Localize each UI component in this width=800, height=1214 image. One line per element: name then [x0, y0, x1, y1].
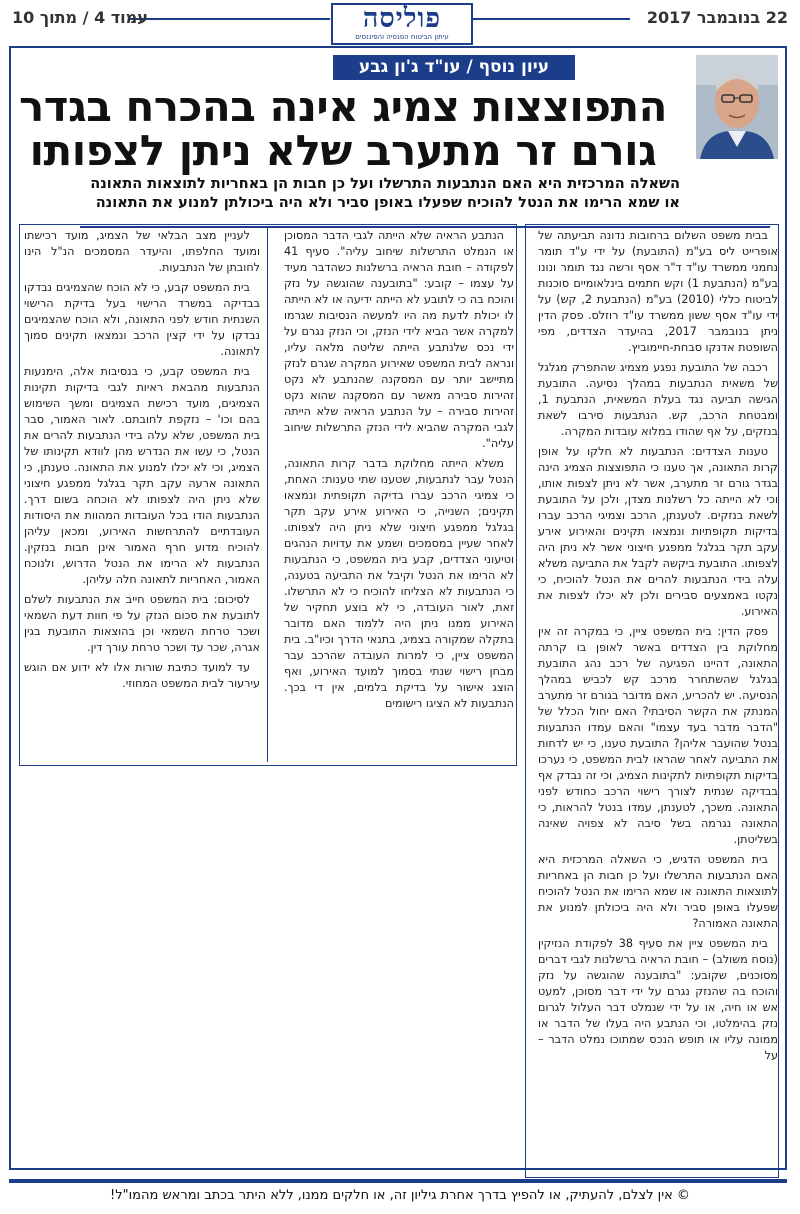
article-paragraph: משלא הייתה מחלוקת בדבר קרות התאונה, הנטל עבר לנתבעות, שטענו שתי טענות: האחת, כי צמיגי הרכב עברו בדיקה תקופתית ונמצאו תקינים; השנייה, כי האירוע אירע עקב תקר בגלגל ממפגע חיצוני שלא ניתן היה לצפותו. לאחר שעיין במסמכים ושמע את עדויות הנהגים וטיעוני הצדדים, קבע בית המשפט, כי הנתבעות לא הרימו את הנטל וקיבל את התביעה בטענה, כי הנתבעות לא הצליחו להוכיח כי לא התרשלו. זאת, לאור העובדה, כי לא בוצע תחקיר של האירוע ממנו ניתן היה ללמוד האם מדובר בתקלה שמקורה בצמיג, בתנאי הדרך וכיו"ב. בית המשפט ציין, כי למרות העובדה שהרכב עבר מבחן רישוי שנתי בסמוך למועד האירוע, ואף הוצג אישור על בדיקת בלמים, אין די בכך. הנתבעות לא הציגו רישומים	[284, 457, 514, 710]
publication-logo	[331, 3, 473, 45]
article-paragraph: לעניין מצב הבלאי של הצמיג, מועד רכישתו ומועד החלפתו, והיעדר המסמכים הנ"ל הינו לחובתן של הנתבעות.	[24, 229, 260, 274]
page-number: עמוד 4 / מתוך 10	[12, 8, 148, 27]
headline-line-2: גורם זר מתערב שלא ניתן לצפותו	[29, 126, 657, 175]
column-tag: עיון נוסף / עו"ד ג'ון גבע	[333, 55, 575, 80]
article-paragraph: טענות הצדדים: הנתבעות לא חלקו על אופן קרות התאונה, אך טענו כי התפוצצות הצמיג הינה בגדר גורם זר מתערב, אשר לא ניתן לצפות אותו, וכי לא הייתה כל רשלנות מצדן, ולכן על התובעת לשאת בנזקים. לטענתן, הרכב וצמיגי הרכב עברו בדיקות תקופתיות ונמצאו תקינים והאירוע אירע עקב תקר בגלגל ממפגע חיצוני אשר לא ניתן היה לצפותו. התובעת ביקשה לקבל את התביעה משלא עלה בידי הנתבעות להרים את הנטל להוכיח, כי נקטו באמצעים סבירים ולכן לא יכלו לצפות את האירוע.	[538, 445, 778, 618]
header-rule	[470, 18, 630, 20]
article-paragraph: עד למועד כתיבת שורות אלו לא ידוע אם הוגש עירעור לבית המשפט המחוזי.	[24, 661, 260, 690]
article-paragraph: בבית משפט השלום ברחובות נדונה תביעתה של אופרייט ליס בע"מ (התובעת) על ידי ע"ד תומר נחמני ממשרד עו"ד ד"ר אסף ורשה נגד תומר ונונו בע"מ (הנתבעת 1) וקש חתמים בינלאומיים סוכנות לביטוח כללי (2010) בע"מ (הנתבעת 2, קש) על ידי עו"ד אסף ששון ממשרד עו"ד רוזלס. פסק הדין ניתן בנובמבר 2017, בהיעדר הצדדים, מפי השופטת אדנקו סבחת-חיימוביץ.	[538, 229, 778, 354]
article-column-3	[24, 228, 260, 763]
article-paragraph: בית המשפט הדגיש, כי השאלה המרכזית היא האם הנתבעות התרשלו ועל כן חבות הן באחריות לתוצאות התאונה או שמא הרימו את הנטל להוכיח שפעלו באופן סביר ולא היה ביכולתן למנוע את התאונה האמורה?	[538, 853, 778, 930]
author-photo	[696, 55, 778, 159]
article-paragraph: בית המשפט ציין את סעיף 38 לפקודת הנזיקין (נוסח משולב) – חובת הראיה ברשלנות לגבי דברים מסוכנים, שקובע: "בתובענה שהוגשה על נזק והוכח בה שהנזק נגרם על ידי דבר מסוכן, למעט אש או חיה, או על ידי שנמלט דבר העלול לגרום נזק בהימלטו, וכי הנתבע היה בעלו של הדבר או ממונה עליו או תופש הנכס שמתוכו נמלט הדבר – על	[538, 937, 778, 1062]
author-photo-image	[696, 55, 778, 159]
headline	[18, 82, 668, 175]
logo-tagline: עיתון הביטוח הפנסיה והפיננסים	[355, 33, 449, 41]
header-rule	[128, 18, 330, 20]
headline-line-1: התפוצצות צמיג אינה בהכרח בגדר	[18, 82, 668, 131]
article-paragraph: רכבה של התובעת נפגע מצמיג שהתפרק מגלגל של משאית הנתבעות במהלך נסיעה. התובעת הגישה תביעה נגד בעלת המשאית, הנתבעת 1, ומבטחת הרכב, קש. הנתבעות סירבו לשאת בנזקים, על אף שהודו במלוא עובדות המקרה.	[538, 361, 778, 438]
article-column-1	[538, 228, 778, 1168]
column-divider	[267, 226, 268, 762]
footer-rule	[9, 1179, 787, 1183]
article-paragraph: בית המשפט קבע, כי לא הוכח שהצמיגים נבדקו בבדיקה במשרד הרישוי בעל בדיקת הרישוי השנתית חודש לפני התאונה, ולא הוכח שהצמיגים נבדקו על ידי קצין הרכב ונמצאו תקינים סמוך לתאונה.	[24, 281, 260, 358]
copyright-notice: © אין לצלם, להעתיק, או להפיץ בדרך אחרת גיליון זה, או חלקים ממנו, ללא היתר בכתב ומראש מהמו"ל!	[110, 1188, 690, 1203]
article-paragraph: הנתבע הראיה שלא הייתה לגבי הדבר המסוכן או הנמלט התרשלות שיחוב עליה". סעיף 41 לפקודה – חובת הראיה ברשלנות כשהדבר מעיד על עצמו – קובע: "בתובענה שהוגשה על נזק והוכח בה כי לתובע לא הייתה ידיעה או לא הייתה לו יכולת לדעת מה היו למעשה הנסיבות שגרמו למקרה אשר הביא לידי הנזק, וכי הנזק נגרם על ידי נכס שלנתבע הייתה שליטה מלאה עליו, ונראה לבית המשפט שאירוע המקרה שגרם לנזק מתיישב יותר עם המסקנה שהנתבע לא נקט זהירות סבירה מאשר עם המסקנה שהוא נקט זהירות סבירה – על הנתבע הראיה שלא הייתה לגבי המקרה שהביא לידי הנזק התרשלות שיחוב עליה".	[284, 229, 514, 450]
issue-date: 22 בנובמבר 2017	[646, 8, 788, 27]
article-column-2	[284, 228, 514, 763]
article-paragraph: בית המשפט קבע, כי בנסיבות אלה, הימנעות הנתבעות מהבאת ראיות לגבי בדיקות תקינות הצמיגים, מועד רכישת הצמיגים ומשך השימוש בהם וכו' – נזקפת לחובתם. לאור האמור, סבר בית המשפט, שלא עלה בידי הנתבעות להרים את הנטל, כי עשו את הנדרש מהן לוודא תקינותו של הצמיג, וכי לא יכלו למנוע את התאונה. טענתן, כי התאונה ארעה עקב תקר בגלגל ממפגע חיצוני שלא ניתן היה לצפותו לא הוכחה בשום דרך. הנתבעות הודו בכל העובדות המהוות את היסודות העובדתיים להתרחשות האירוע, ומכאן עליהן להוכיח מדוע חרף האמור אינן חבות בנזקין. הנתבעות לא הרימו את הנטל הדרוש, ולנוכח האמור, האחריות לתאונה חלה עליהן.	[24, 365, 260, 586]
article-paragraph: לסיכום: בית המשפט חייב את הנתבעות לשלם לתובעת את סכום הנזק על פי חוות דעת השמאי ושכר טרחת השמאי וכן בהוצאות התובעת בגין אגרה, שכר עד ושכר טרחת עורך דין.	[24, 593, 260, 654]
lead-paragraph: השאלה המרכזית היא האם הנתבעות התרשלו ועל כן חבות הן באחריות לתוצאות התאונה או שמא הרימו את הנטל להוכיח שפעלו באופן סביר ולא היה ביכולתן למנוע את התאונה	[90, 176, 680, 211]
page-header	[0, 0, 800, 46]
logo-word: פוליסה	[362, 3, 442, 34]
article-paragraph: פסק הדין: בית המשפט ציין, כי במקרה זה אין מחלוקת בין הצדדים באשר לאופן בו קרתה התאונה, דהיינו הפגיעה של רכב נהג התובעת בגלגל שהשתחרר מרכב קש לכביש במהלך הנסיעה. יש להכריע, האם מדובר בגורם זר מתערב המנתק את הקשר הסיבתי? האם יחול הכלל של "הדבר מדבר בעד עצמו" והאם עמדו הנתבעות בנטל שהועבר אליהן? התובעת טענו, כי יש לדחות את התביעה לאחר שהראו לבית המשפט, כי נערכו בדיקות תקופתיות לתקינות הצמיג, וכי זה נבדק אף בבדיקה שנתית לצורך רישוי הרכב כחודש לפני התאונה. משכך, לטענתן, עמדו בנטל להראות, כי התאונה נגרמה בשל סיבה לא צפויה שאינה בשליטתן.	[538, 625, 778, 846]
